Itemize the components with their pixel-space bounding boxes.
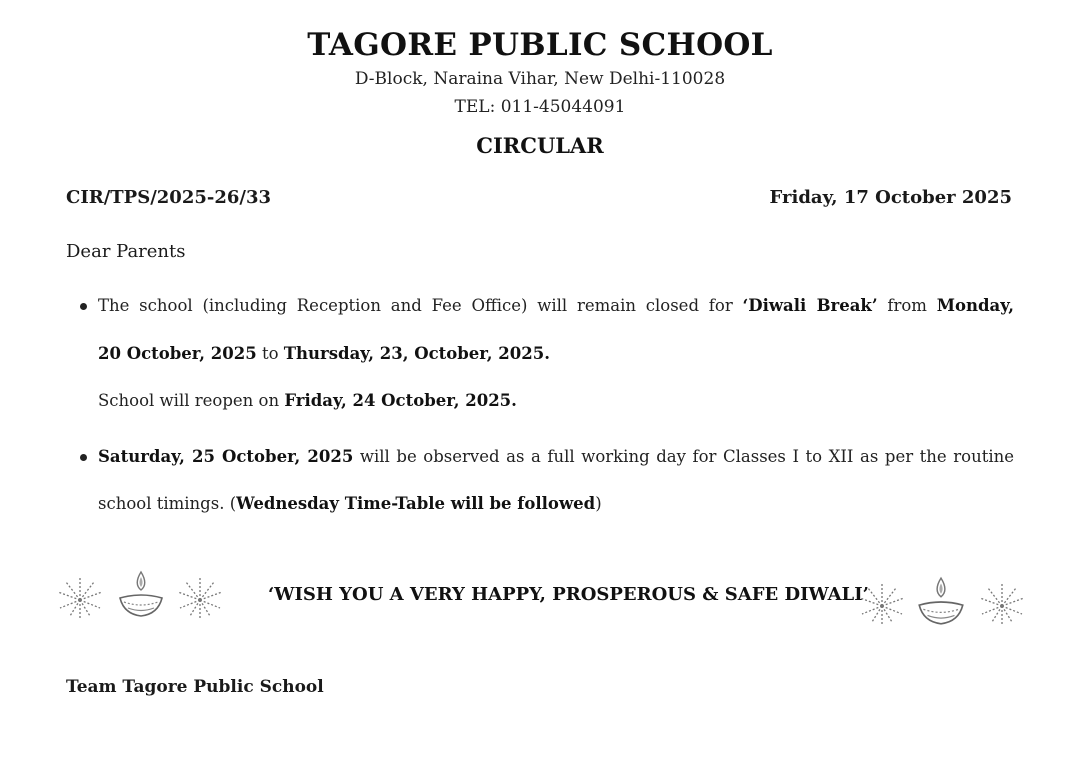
- document-title: CIRCULAR: [476, 133, 604, 158]
- point-2-close-paren: ): [595, 494, 602, 513]
- school-telephone: TEL: 011-45044091: [454, 97, 626, 117]
- diwali-greeting: ‘WISH YOU A VERY HAPPY, PROSPEROUS & SAFE DIWALI’: [268, 584, 869, 605]
- school-name: TAGORE PUBLIC SCHOOL: [307, 27, 773, 63]
- point-1-from: from: [887, 296, 927, 315]
- point-1-to: to: [261, 344, 279, 363]
- circular-date: Friday, 17 October 2025: [769, 187, 1012, 208]
- school-address: D-Block, Naraina Vihar, New Delhi-110028: [354, 69, 726, 89]
- reopen-date: Friday, 24 October, 2025.: [284, 391, 517, 410]
- point-2-text: will be observed as a full working day for Classes I to XII as per the routine: [359, 447, 1014, 466]
- point-2-timings: school timings. (: [98, 494, 237, 513]
- point-2-line-2: [98, 494, 602, 514]
- working-saturday-date: Saturday, 25 October, 2025: [98, 447, 354, 466]
- circular-reference: CIR/TPS/2025-26/33: [66, 187, 272, 208]
- bullet-point-1: [80, 303, 87, 310]
- point-2-line-1: [98, 447, 1014, 467]
- diya-icon: [116, 568, 166, 622]
- point-1-start-date: 20 October, 2025: [98, 344, 257, 363]
- point-1-end-date: Thursday, 23, October, 2025.: [283, 344, 550, 363]
- signature: Team Tagore Public School: [66, 677, 324, 697]
- point-1-line-2: [98, 344, 550, 364]
- bullet-point-2: [80, 454, 87, 461]
- firework-icon: [54, 574, 106, 620]
- point-1-line-1: [98, 296, 1014, 316]
- point-1-break-name: ‘Diwali Break’: [742, 296, 878, 315]
- firework-icon: [856, 580, 908, 626]
- timetable-note: Wednesday Time-Table will be followed: [236, 494, 596, 513]
- firework-icon: [976, 580, 1028, 626]
- point-1-line-3: [98, 391, 517, 411]
- point-1-text: The school (including Reception and Fee Office) will remain closed for: [98, 296, 733, 315]
- point-1-start-day: Monday,: [936, 296, 1014, 315]
- firework-icon: [174, 574, 226, 620]
- diya-icon: [914, 574, 968, 630]
- salutation: Dear Parents: [66, 241, 186, 262]
- reopen-text: School will reopen on: [98, 391, 280, 410]
